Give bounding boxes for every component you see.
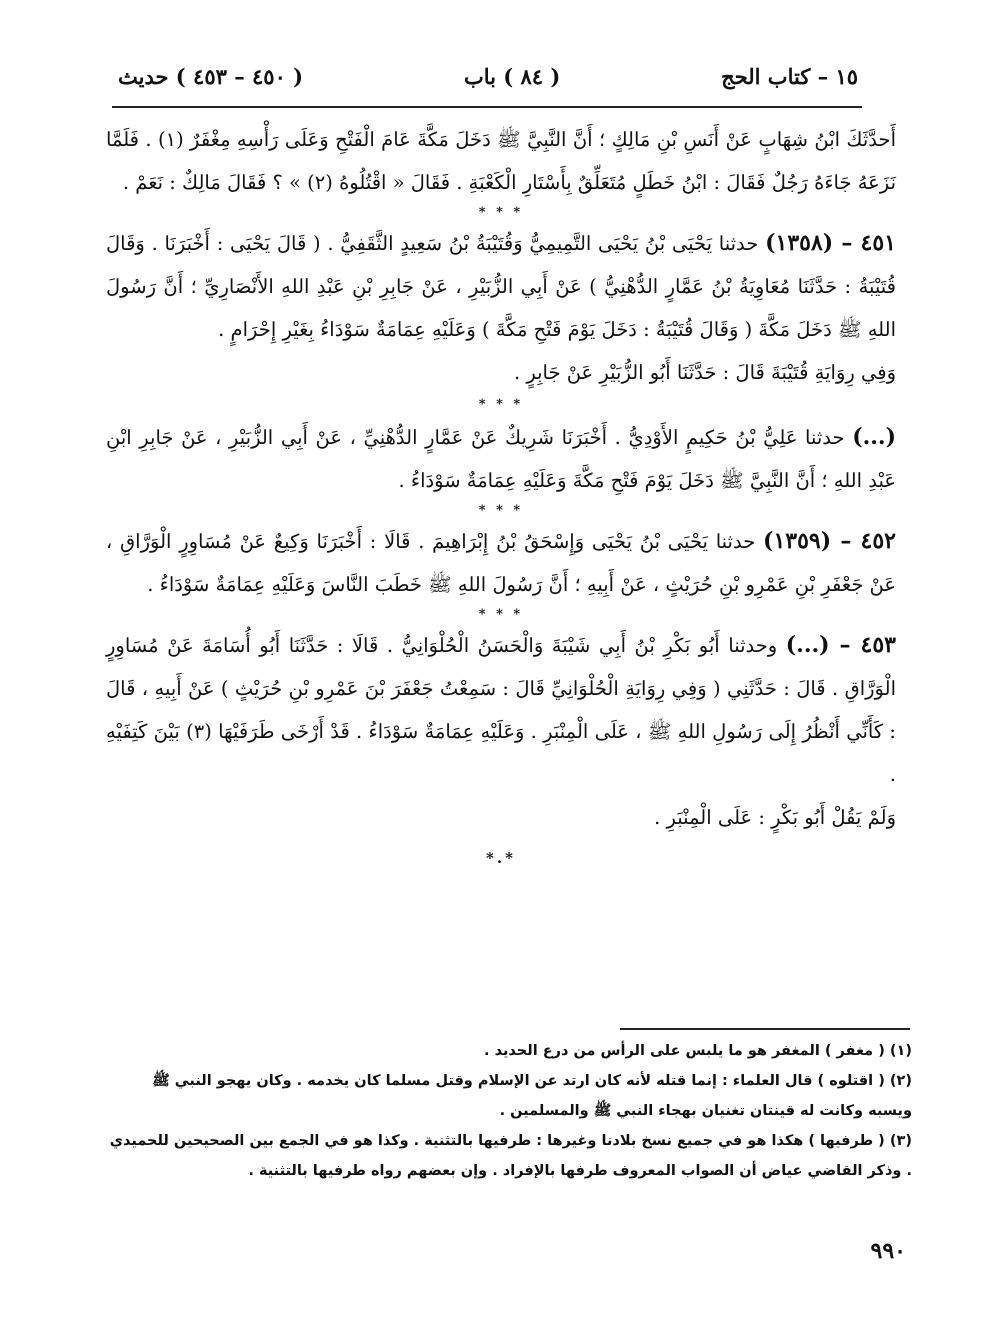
footnotes xyxy=(106,1036,912,1186)
hadith-451b-text: حدثنا عَلِيُّ بْنُ حَكِيمٍ الأَوْدِيُّ . أَخْبَرَنَا شَرِيكٌ عَنْ عَمَّارٍ الدُّهْنِيِّ ، عَنْ أَبِي الزُّبَيْرِ ، عَنْ جَابِرِ ابْنِ عَبْدِ اللهِ ؛ أَنَّ النَّبِيَّ ﷺ دَخَلَ يَوْمَ فَتْحِ مَكَّةَ وَعَلَيْهِ عِمَامَةٌ سَوْدَاءُ . xyxy=(106,426,896,492)
page-number: ٩٩٠ xyxy=(870,1238,906,1264)
footnote-2: (٢) ( اقتلوه ) قال العلماء : إنما قتله لأنه كان ارتد عن الإسلام وقتل مسلما كان يخدمه . وكان يهجو النبي ﷺ ويسبه وكانت له قينتان تغنيان بهجاء النبي ﷺ والمسلمين . xyxy=(152,1073,912,1119)
hadith-453-text: وحدثنا أَبُو بَكْرِ بْنُ أَبِي شَيْبَةَ وَالْحَسَنُ الْحُلْوَانِيُّ . قَالَا : حَدَّثَنَا أَبُو أُسَامَةَ عَنْ مُسَاوِرٍ الْوَرَّاقِ . قَالَ : حَدَّثَنِي ( وَفِي رِوَايَةِ الْحُلْوَانِيِّ قَالَ : سَمِعْتُ جَعْفَرَ بْنَ عَمْرِو بْنِ حُرَيْثٍ ) عَنْ أَبِيهِ ، قَالَ : كَأَنِّي أَنْظُرُ إِلَى رَسُولِ اللهِ ﷺ ، عَلَى الْمِنْبَرِ . وَعَلَيْهِ عِمَامَةٌ سَوْدَاءُ . قَدْ أَرْخَى طَرَفَيْهَا (٣) بَيْنَ كَتِفَيْهِ . xyxy=(106,634,896,786)
chapter-title: ١٥ – كتاب الحج xyxy=(721,63,858,89)
hadith-451b-number: (...) xyxy=(852,424,896,450)
separator: * * * xyxy=(478,607,524,622)
separator: * * * xyxy=(478,205,524,220)
main-text xyxy=(106,118,896,873)
hadith-453-end: وَلَمْ يَقُلْ أَبُو بَكْرٍ : عَلَى الْمِنْبَرِ . xyxy=(654,806,896,829)
footnote-3: (٣) ( طرفيها ) هكذا هو في جميع نسخ بلادنا وغيرها : طرفيها بالتثنية . وكذا هو في الجمع بين الصحيحين للحميدي . وذكر القاضي عياض أن الصواب المعروف طرفها بالإفراد . وإن بعضهم رواه طرفيها بالتثنية . xyxy=(109,1133,912,1179)
running-header xyxy=(118,58,858,94)
end-separator: *.* xyxy=(486,849,516,867)
hadith-453-number: ٤٥٣ – (...) xyxy=(785,632,896,658)
intro-paragraph: أَحدَّثَكَ ابْنُ شِهَابٍ عَنْ أَنَسِ بْنِ مَالِكٍ ؛ أَنَّ النَّبِيَّ ﷺ دَخَلَ مَكَّةَ عَامَ الْفَتْحِ وَعَلَى رَأْسِهِ مِغْفَرٌ (١) . فَلَمَّا نَزَعَهُ جَاءَهُ رَجُلٌ فَقَالَ : ابْنُ خَطَلٍ مُتَعَلِّقٌ بِأَسْتَارِ الْكَعْبَةِ . فَقَالَ « اقْتُلُوهُ (٢) » ؟ فَقَالَ مَالِكٌ : نَعَمْ . xyxy=(106,128,896,194)
header-rule xyxy=(112,106,862,108)
hadith-451b xyxy=(106,416,896,502)
hadith-452-number: ٤٥٢ – (١٣٥٩) xyxy=(763,528,896,554)
hadith-451-number: ٤٥١ – (١٣٥٨) xyxy=(765,230,896,256)
separator: * * * xyxy=(478,503,524,518)
hadith-451-text: حدثنا يَحْيَى بْنُ يَحْيَى التَّمِيمِيُّ وَقُتَيْبَةُ بْنُ سَعِيدٍ الثَّقَفِيُّ . ( قَالَ يَحْيَى : أَخْبَرَنَا . وَقَالَ قُتَيْبَةُ : حَدَّثَنَا مُعَاوِيَةُ بْنُ عَمَّارٍ الدُّهْنِيُّ ) عَنْ أَبِي الزُّبَيْرِ ، عَنْ جَابِرِ بْنِ عَبْدِ اللهِ الأَنْصَارِيِّ ؛ أَنَّ رَسُولَ اللهِ ﷺ دَخَلَ مَكَّةَ ( وَقَالَ قُتَيْبَةُ : دَخَلَ يَوْمَ فَتْحِ مَكَّةَ ) وَعَلَيْهِ عِمَامَةٌ سَوْدَاءُ بِغَيْرِ إِحْرَامٍ . xyxy=(106,232,896,341)
separator: * * * xyxy=(478,397,524,412)
hadith-451-riwaya: وَفِي رِوَايَةِ قُتَيْبَةَ قَالَ : حَدَّثَنَا أَبُو الزُّبَيْرِ عَنْ جَابِرٍ . xyxy=(513,361,896,384)
hadith-451 xyxy=(106,222,896,351)
hadith-452 xyxy=(106,520,896,606)
hadith-range: ( ٤٥٠ – ٤٥٣ ) حديث xyxy=(118,63,304,89)
footnote-rule xyxy=(620,1028,910,1030)
hadith-452-text: حدثنا يَحْيَى بْنُ يَحْيَى وَإِسْحَقُ بْنُ إِبْرَاهِيمَ . قَالَا : أَخْبَرَنَا وَكِيعٌ عَنْ مُسَاوِرٍ الْوَرَّاقِ ، عَنْ جَعْفَرِ بْنِ عَمْرِو بْنِ حُرَيْثٍ ، عَنْ أَبِيهِ ؛ أَنَّ رَسُولَ اللهِ ﷺ خَطَبَ النَّاسَ وَعَلَيْهِ عِمَامَةٌ سَوْدَاءُ . xyxy=(106,530,896,596)
bab-number: ( ٨٤ ) باب xyxy=(463,63,561,89)
footnote-1: (١) ( مغفر ) المغفر هو ما يلبس على الرأس من درع الحديد . xyxy=(484,1043,912,1059)
hadith-453 xyxy=(106,624,896,796)
